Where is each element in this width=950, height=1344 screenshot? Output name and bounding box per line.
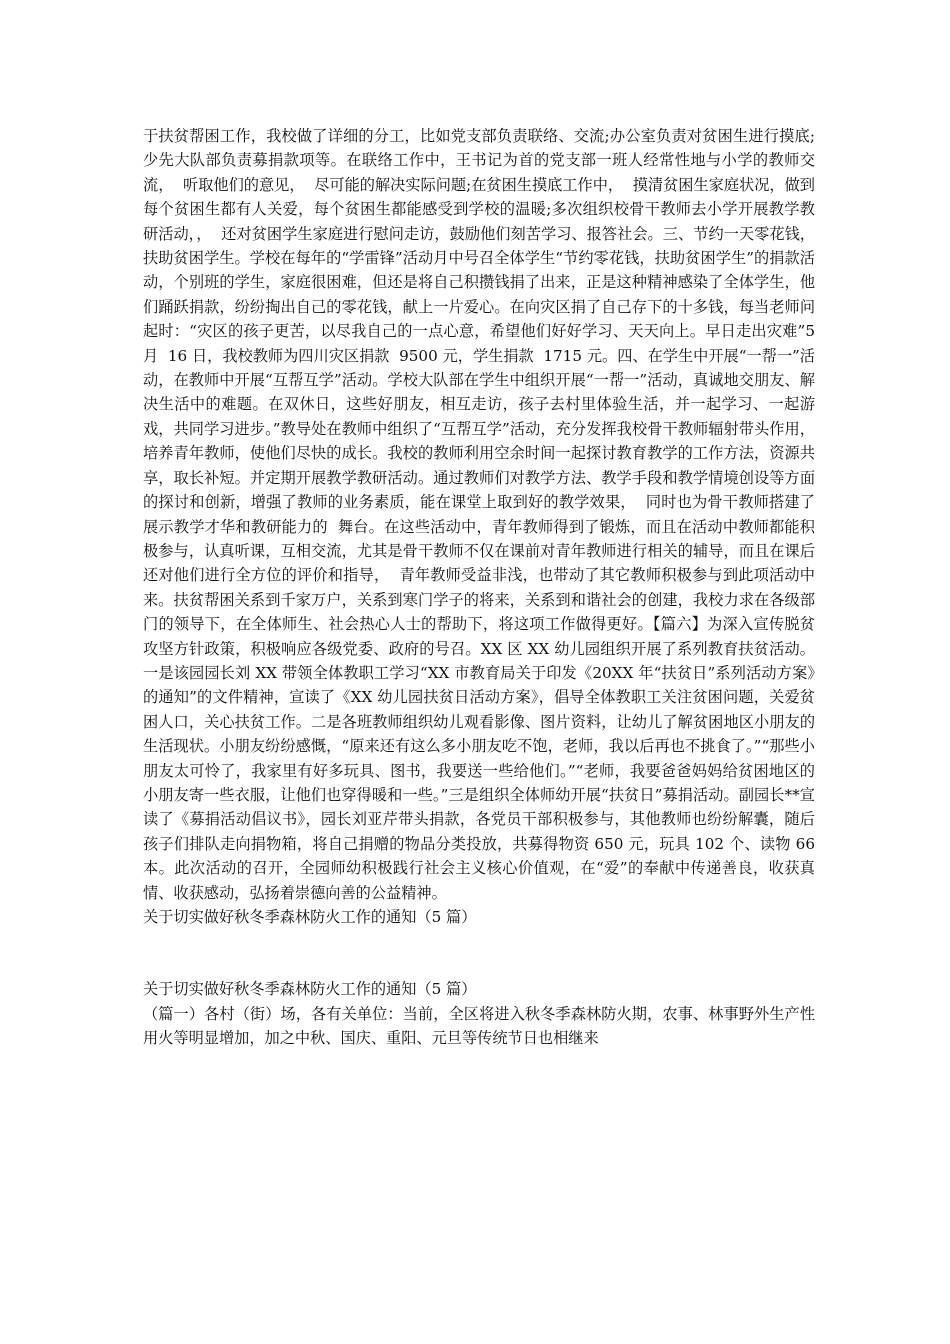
document-page	[143, 124, 820, 1051]
closing-paragraph: （篇一）各村（街）场，各有关单位：当前，全区将进入秋冬季森林防火期，农事、林事野外生产性用火等明显增加，加之中秋、国庆、重阳、元旦等传统节日也相继来	[143, 1004, 815, 1048]
section-title: 关于切实做好秋冬季森林防火工作的通知（5 篇）	[143, 908, 477, 926]
blank-spacer	[143, 929, 815, 977]
repeated-section-title: 关于切实做好秋冬季森林防火工作的通知（5 篇）	[143, 980, 477, 999]
body-paragraph: 于扶贫帮困工作，我校做了详细的分工，比如党支部负责联络、交流;办公室负责对贫困生进行摸底;少先大队部负责募捐款项等。在联络工作中，王书记为首的党支部一班人经常性地与小学的教师交流， 听取他们的意见， 尽可能的解决实际问题;在贫困生摸底工作中， 摸清贫困生家庭状况，做到每个贫困生都有人关爱，每个贫困生都能感受到学校的温暖;多次组织校骨干教师去小学开展教学教研活动，， 还对贫困学生家庭进行慰问走访，鼓励他们刻苦学习、报答社会。三、节约一天零花钱，扶助贫困学生。学校在每年的“学雷锋”活动月中号召全体学生“节约零花钱，扶助贫困学生”的捐款活动，个别班的学生，家庭很困难，但还是将自己积攒钱捐了出来，正是这种精神感染了全体学生，他们踊跃捐款，纷纷掏出自己的零花钱，献上一片爱心。在向灾区捐了自己存下的十多钱，每当老师问起时：“灾区的孩子更苦，以尽我自己的一点心意，希望他们好好学习、天天向上。早日走出灾难”5 月 16 日，我校教师为四川灾区捐款 9500 元，学生捐款 1715 元。四、在学生中开展“一帮一”活动，在教师中开展“互帮互学”活动。学校大队部在学生中组织开展“一帮一”活动，真诚地交朋友、解决生活中的难题。在双休日，这些好朋友，相互走访，孩子去村里体验生活，并一起学习、一起游戏，共同学习进步。”教导处在教师中组织了“互帮互学”活动，充分发挥我校骨干教师辐射带头作用，培养青年教师，使他们尽快的成长。我校的教师利用空余时间一起探讨教育教学的工作方法，资源共享，取长补短。并定期开展教学教研活动。通过教师们对教学方法、教学手段和教学情境创设等方面的探讨和创新，增强了教师的业务素质，能在课堂上取到好的教学效果， 同时也为骨干教师搭建了展示教学才华和教研能力的 舞台。在这些活动中，青年教师得到了锻炼，而且在活动中教师都能积极参与，认真听课，互相交流，尤其是骨干教师不仅在课前对青年教师进行相关的辅导，而且在课后还对他们进行全方位的评价和指导， 青年教师受益非浅，也带动了其它教师积极参与到此项活动中来。扶贫帮困关系到千家万户，关系到寒门学子的将来，关系到和谐社会的创建，我校力求在各级部门的领导下，在全体师生、社会热心人士的帮助下，将这项工作做得更好。【篇六】为深入宣传脱贫攻坚方针政策，积极响应各级党委、政府的号召。XX 区 XX 幼儿园组织开展了系列教育扶贫活动。一是该园园长刘 XX 带领全体教职工学习“XX 市教育局关于印发《20XX 年“扶贫日”系列活动方案》的通知”的文件精神，宣读了《XX 幼儿园扶贫日活动方案》，倡导全体教职工关注贫困问题，关爱贫困人口，关心扶贫工作。二是各班教师组织幼儿观看影像、图片资料，让幼儿了解贫困地区小朋友的生活现状。小朋友纷纷感慨，“原来还有这么多小朋友吃不饱，老师，我以后再也不挑食了。”“那些小朋友太可怜了，我家里有好多玩具、图书，我要送一些给他们。”“老师，我要爸爸妈妈给贫困地区的小朋友寄一些衣服，让他们也穿得暖和一些。”三是组织全体师幼开展“扶贫日”募捐活动。副园长**宣读了《募捐活动倡议书》，园长刘亚芹带头捐款，各党员干部积极参与，其他教师也纷纷解囊，随后孩子们排队走向捐物箱，将自己捐赠的物品分类投放，共募得物资 650 元，玩具 102 个、读物 66 本。此次活动的召开，全园师幼积极践行社会主义核心价值观，在“爱”的奉献中传递善良，收获真情、收获感动，弘扬着崇德向善的公益精神。	[143, 127, 820, 902]
